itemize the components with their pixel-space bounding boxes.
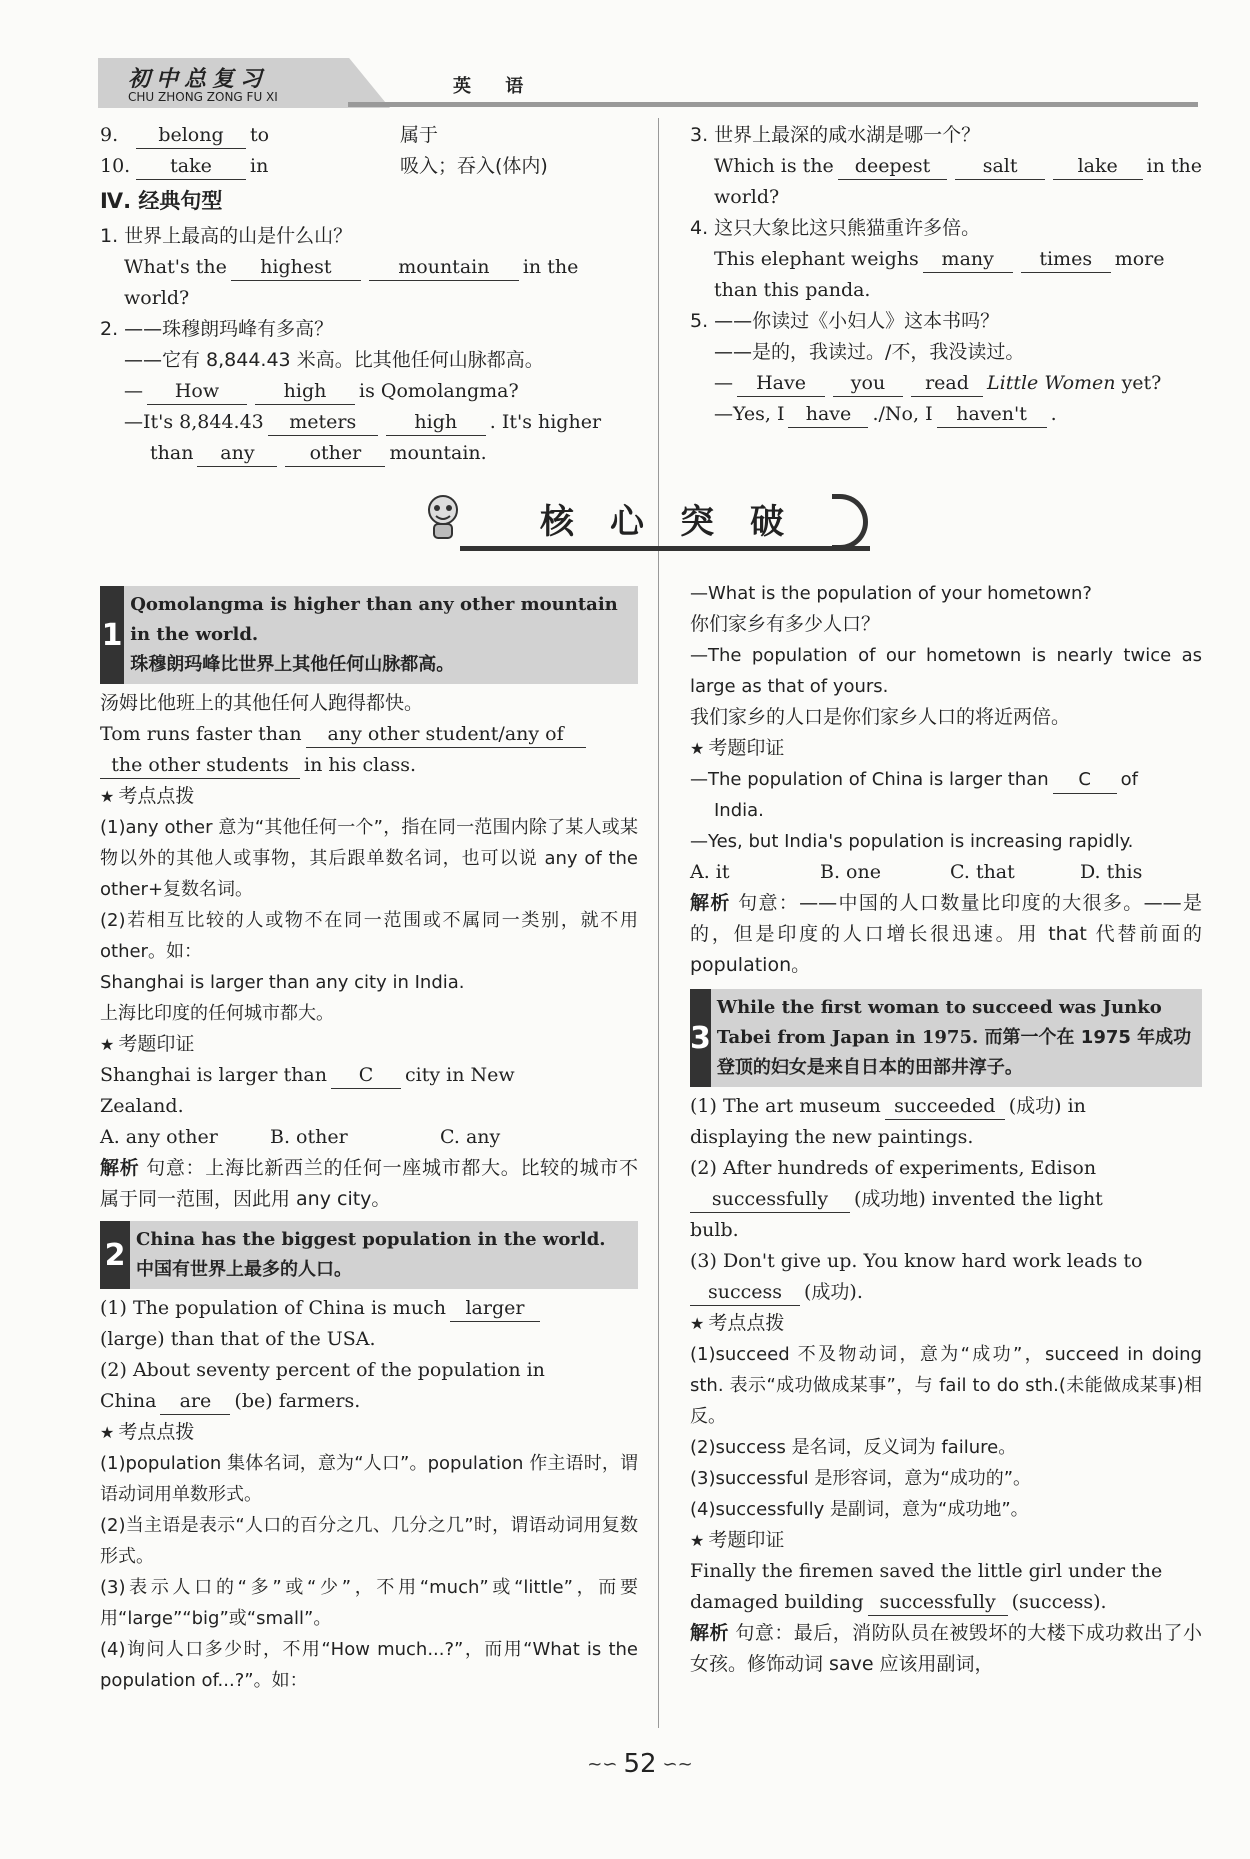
text: more	[1114, 248, 1165, 270]
q1-english-cont: world?	[124, 287, 190, 309]
answer-blank: highest	[231, 254, 361, 281]
header-subject: 英 语	[453, 76, 538, 97]
test-options	[690, 857, 1202, 888]
left-column-top	[100, 120, 640, 469]
right-column-lower	[690, 578, 1202, 1680]
answer-blank: are	[160, 1388, 230, 1415]
q1-chinese: 1. 世界上最高的山是什么山？	[100, 225, 353, 247]
text: 考点点拨	[118, 1421, 195, 1443]
star-icon: ★	[690, 1314, 705, 1333]
test-heading	[690, 1525, 1202, 1556]
tip-para: (1)succeed 不及物动词，意为“成功”，succeed in doing sth. 表示“成功做成某事”，与 fail to do sth.(未能做成某事)相反。	[690, 1344, 1202, 1427]
header-title: 初中总复习	[128, 67, 269, 92]
tip-example: Shanghai is larger than any city in India.	[100, 972, 465, 993]
tip-para: (1)population 集体名词，意为“人口”。population 作主语时，谓语动词用单数形式。	[100, 1453, 638, 1505]
answer-blank: deepest	[838, 153, 948, 180]
example-english-cont	[100, 750, 638, 781]
exercise-1-cont: displaying the new paintings.	[690, 1126, 974, 1148]
text: 句意：——中国的人口数量比印度的大很多。——是的，但是印度的人口增长很迅速。用 that 代替前面的 population。	[690, 892, 1202, 976]
exercise-1	[100, 1293, 638, 1324]
answer-blank: any	[197, 440, 277, 467]
test-heading	[690, 733, 1202, 764]
exercise-3-cont	[690, 1277, 1202, 1308]
page-header	[98, 58, 1198, 108]
q5-english-answer	[690, 399, 1202, 430]
text: yet?	[1121, 372, 1162, 394]
header-pinyin: CHU ZHONG ZONG FU XI	[128, 90, 278, 104]
answer-blank: many	[923, 246, 1013, 273]
key-point-text	[124, 586, 638, 684]
exercise-3: (3) Don't give up. You know hard work leads to	[690, 1250, 1143, 1272]
left-column-lower	[100, 582, 638, 1696]
text: than	[150, 442, 194, 464]
section-banner	[420, 492, 880, 552]
text: of	[1120, 769, 1139, 790]
answer-blank: have	[788, 401, 868, 428]
text: —	[714, 372, 733, 394]
tip-heading	[100, 781, 638, 812]
key-point-number: 1	[100, 586, 124, 684]
answer-blank: salt	[955, 153, 1045, 180]
answer-blank: C	[331, 1062, 401, 1089]
text: Which is the	[714, 155, 834, 177]
text: Shanghai is larger than	[100, 1064, 327, 1086]
answer-blank: succeeded	[885, 1093, 1005, 1120]
q5-chinese-answer: ——是的，我读过。/不，我没读过。	[714, 341, 1025, 363]
key-point-number: 2	[100, 1221, 130, 1289]
tip-para: (3)表示人口的“多”或“少”，不用“much”或“little”，而要用“large”“big”或“small”。	[100, 1577, 638, 1629]
ornament-right-icon: ∽~	[662, 1753, 693, 1775]
answer-blank: other	[285, 440, 385, 467]
test-answer-line: —Yes, but India's population is increasing rapidly.	[690, 831, 1134, 852]
row-number: 9.	[100, 124, 119, 146]
answer-blank: high	[386, 409, 486, 436]
test-question	[690, 764, 1202, 795]
option: A. it	[690, 861, 730, 883]
q2-chinese: 2. ——珠穆朗玛峰有多高？	[100, 318, 334, 340]
mascot-icon	[420, 492, 466, 542]
example-english	[100, 719, 638, 750]
star-icon: ★	[100, 1423, 115, 1442]
text: (success).	[1011, 1591, 1107, 1613]
text: 句意：最后，消防队员在被毁坏的大楼下成功救出了小女孩。修饰动词 save 应该用副词，	[690, 1622, 1202, 1675]
exercise-2-cont	[690, 1184, 1202, 1215]
text: (成功地) invented the light	[854, 1188, 1103, 1210]
explanation	[690, 1618, 1202, 1680]
exercise-1	[690, 1091, 1202, 1122]
option: A. any other	[100, 1126, 218, 1148]
answer-blank: any other student/any of	[306, 721, 586, 748]
text: in the	[522, 256, 579, 278]
key-point-text	[711, 989, 1202, 1087]
text: 句意：上海比新西兰的任何一座城市都大。比较的城市不属于同一范围，因此用 any city。	[100, 1157, 638, 1210]
test-question-cont	[690, 1587, 1202, 1618]
banner-title: 核心突破	[540, 502, 820, 542]
text: in the	[1146, 155, 1202, 177]
text: (1) The art museum	[690, 1095, 881, 1117]
answer-blank: successfully	[690, 1186, 850, 1213]
text: Tom runs faster than	[100, 723, 302, 745]
tip-para: (1)any other 意为“其他任何一个”，指在同一范围内除了某人或某物以外的其他人或事物，其后跟单数名词，也可以说 any of the other+复数名词。	[100, 817, 638, 900]
right-column-top	[690, 120, 1202, 430]
dialog-line-cn: 你们家乡有多少人口？	[690, 613, 881, 635]
text: 考题印证	[708, 737, 785, 759]
q5-english	[690, 368, 1202, 399]
test-options	[100, 1122, 638, 1153]
text: in his class.	[304, 754, 417, 776]
option: C. that	[950, 861, 1015, 883]
answer-blank: times	[1021, 246, 1111, 273]
test-question-cont: India.	[714, 800, 764, 821]
test-heading	[100, 1029, 638, 1060]
text: —	[124, 380, 143, 402]
banner-underline	[460, 546, 870, 551]
key-point-number: 3	[690, 989, 711, 1087]
tip-heading	[100, 1417, 638, 1448]
option: C. any	[440, 1126, 501, 1148]
test-question: Finally the firemen saved the little girl under the	[690, 1560, 1163, 1582]
answer-blank: haven't	[937, 401, 1047, 428]
section-heading: Ⅳ. 经典句型	[100, 189, 223, 213]
explanation-label: 解析	[100, 1157, 140, 1179]
answer-blank: Have	[737, 370, 825, 397]
test-question	[100, 1060, 638, 1091]
column-divider	[658, 118, 659, 1728]
option: B. other	[270, 1126, 348, 1148]
q4-chinese: 4. 这只大象比这只熊猫重许多倍。	[690, 217, 981, 239]
text: 考点点拨	[708, 1312, 785, 1334]
q2-chinese-answer: ——它有 8,844.43 米高。比其他任何山脉都高。	[124, 349, 544, 371]
page-number	[560, 1744, 720, 1784]
vocab-row-9	[100, 120, 640, 151]
q5-chinese: 5. ——你读过《小妇人》这本书吗？	[690, 310, 1000, 332]
q2-english-answer-cont	[100, 438, 640, 469]
exercise-2-end: bulb.	[690, 1219, 739, 1241]
row-text: in	[250, 155, 269, 177]
tip-para: (2)当主语是表示“人口的百分之几、几分之几”时，谓语动词用复数形式。	[100, 1515, 638, 1567]
row-meaning: 属于	[400, 124, 439, 146]
star-icon: ★	[690, 1531, 705, 1550]
answer-blank: the other students	[100, 752, 300, 779]
key-point-3	[690, 989, 1202, 1087]
text: China	[100, 1390, 157, 1412]
exercise-2: (2) After hundreds of experiments, Edison	[690, 1157, 1097, 1179]
key-point-chinese: 中国有世界上最多的人口。	[136, 1259, 352, 1280]
row-meaning: 吸入；吞入(体内)	[400, 155, 548, 177]
ornament-left-icon: ~∽	[587, 1753, 618, 1775]
tip-para: (2)若相互比较的人或物不在同一范围或不属同一类别，就不用 other。如：	[100, 910, 638, 962]
star-icon: ★	[690, 739, 705, 758]
exercise-2-cont	[100, 1386, 638, 1417]
dialog-line: —What is the population of your hometown?	[690, 583, 1092, 604]
star-icon: ★	[100, 787, 115, 806]
vocab-row-10	[100, 151, 640, 182]
q3-english-cont: world?	[714, 186, 780, 208]
answer-blank: C	[1053, 767, 1117, 794]
text: damaged building	[690, 1591, 864, 1613]
tip-para: (4)询问人口多少时，不用“How much...?”，而用“What is the population of...?”。如：	[100, 1639, 638, 1691]
answer-blank: take	[136, 153, 246, 180]
text: is Qomolangma?	[359, 380, 519, 402]
key-point-text	[130, 1221, 612, 1289]
text: (成功) in	[1008, 1095, 1086, 1117]
exercise-2: (2) About seventy percent of the population in	[100, 1359, 545, 1381]
dialog-line: —The population of our hometown is nearly twice as large as that of yours.	[690, 645, 1202, 697]
explanation-label: 解析	[690, 892, 731, 914]
text: city in New	[404, 1064, 515, 1086]
text: (成功).	[804, 1281, 863, 1303]
text: ./No, I	[872, 403, 933, 425]
q1-english	[100, 252, 640, 283]
text: What's the	[124, 256, 227, 278]
dialog-line-cn: 我们家乡的人口是你们家乡人口的将近两倍。	[690, 706, 1071, 728]
text: (be) farmers.	[234, 1390, 361, 1412]
explanation-label: 解析	[690, 1622, 729, 1644]
text: (1) The population of China is much	[100, 1297, 446, 1319]
option: D. this	[1080, 861, 1143, 883]
text: mountain.	[389, 442, 487, 464]
key-point-2	[100, 1221, 638, 1289]
text: —It's 8,844.43	[124, 411, 264, 433]
tip-para: (3)successful 是形容词，意为“成功的”。	[690, 1468, 1032, 1489]
key-point-chinese: 而第一个在 1975 年成功登顶的妇女是来自日本的田部井淳子。	[716, 1027, 1192, 1078]
answer-blank: read	[911, 370, 983, 397]
example-chinese: 汤姆比他班上的其他任何人跑得都快。	[100, 692, 424, 714]
exercise-1-cont: (large) than that of the USA.	[100, 1328, 376, 1350]
explanation	[690, 888, 1202, 981]
header-rule	[348, 102, 1198, 107]
answer-blank: meters	[268, 409, 378, 436]
test-question-cont: Zealand.	[100, 1095, 184, 1117]
star-icon: ★	[100, 1035, 115, 1054]
q2-english-answer	[100, 407, 640, 438]
text: This elephant weighs	[714, 248, 919, 270]
page-number-text: 52	[623, 1749, 657, 1779]
row-text: to	[250, 124, 270, 146]
text: 考点点拨	[118, 785, 195, 807]
answer-blank: mountain	[369, 254, 519, 281]
book-title: Little Women	[987, 372, 1116, 394]
q3-english	[690, 151, 1202, 182]
answer-blank: you	[833, 370, 903, 397]
text: .	[1050, 403, 1057, 425]
banner-arrow-icon	[832, 494, 868, 550]
option: B. one	[820, 861, 881, 883]
q3-chinese: 3. 世界上最深的咸水湖是哪一个？	[690, 124, 981, 146]
key-point-english: Qomolangma is higher than any other mountain in the world.	[130, 594, 618, 645]
key-point-1	[100, 586, 638, 684]
q2-english	[100, 376, 640, 407]
explanation	[100, 1153, 638, 1215]
key-point-chinese: 珠穆朗玛峰比世界上其他任何山脉都高。	[130, 654, 455, 675]
answer-blank: successfully	[868, 1589, 1008, 1616]
text: —The population of China is larger than	[690, 769, 1049, 790]
q4-english	[690, 244, 1202, 275]
answer-blank: How	[147, 378, 247, 405]
key-point-english: China has the biggest population in the world.	[136, 1229, 606, 1250]
tip-heading	[690, 1308, 1202, 1339]
text: —Yes, I	[714, 403, 785, 425]
text: . It's higher	[489, 411, 602, 433]
text: 考题印证	[708, 1529, 785, 1551]
answer-blank: success	[690, 1279, 800, 1306]
q4-english-cont: than this panda.	[714, 279, 871, 301]
tip-example-cn: 上海比印度的任何城市都大。	[100, 1003, 334, 1024]
tip-para: (4)successfully 是副词，意为“成功地”。	[690, 1499, 1029, 1520]
row-number: 10.	[100, 155, 131, 177]
key-point-english: While the first woman to succeed was Junko Tabei from Japan in 1975.	[716, 997, 1162, 1048]
answer-blank: lake	[1053, 153, 1143, 180]
answer-blank: high	[255, 378, 355, 405]
answer-blank: belong	[136, 122, 246, 149]
text: 考题印证	[118, 1033, 195, 1055]
answer-blank: larger	[450, 1295, 540, 1322]
tip-para: (2)success 是名词，反义词为 failure。	[690, 1437, 1017, 1458]
